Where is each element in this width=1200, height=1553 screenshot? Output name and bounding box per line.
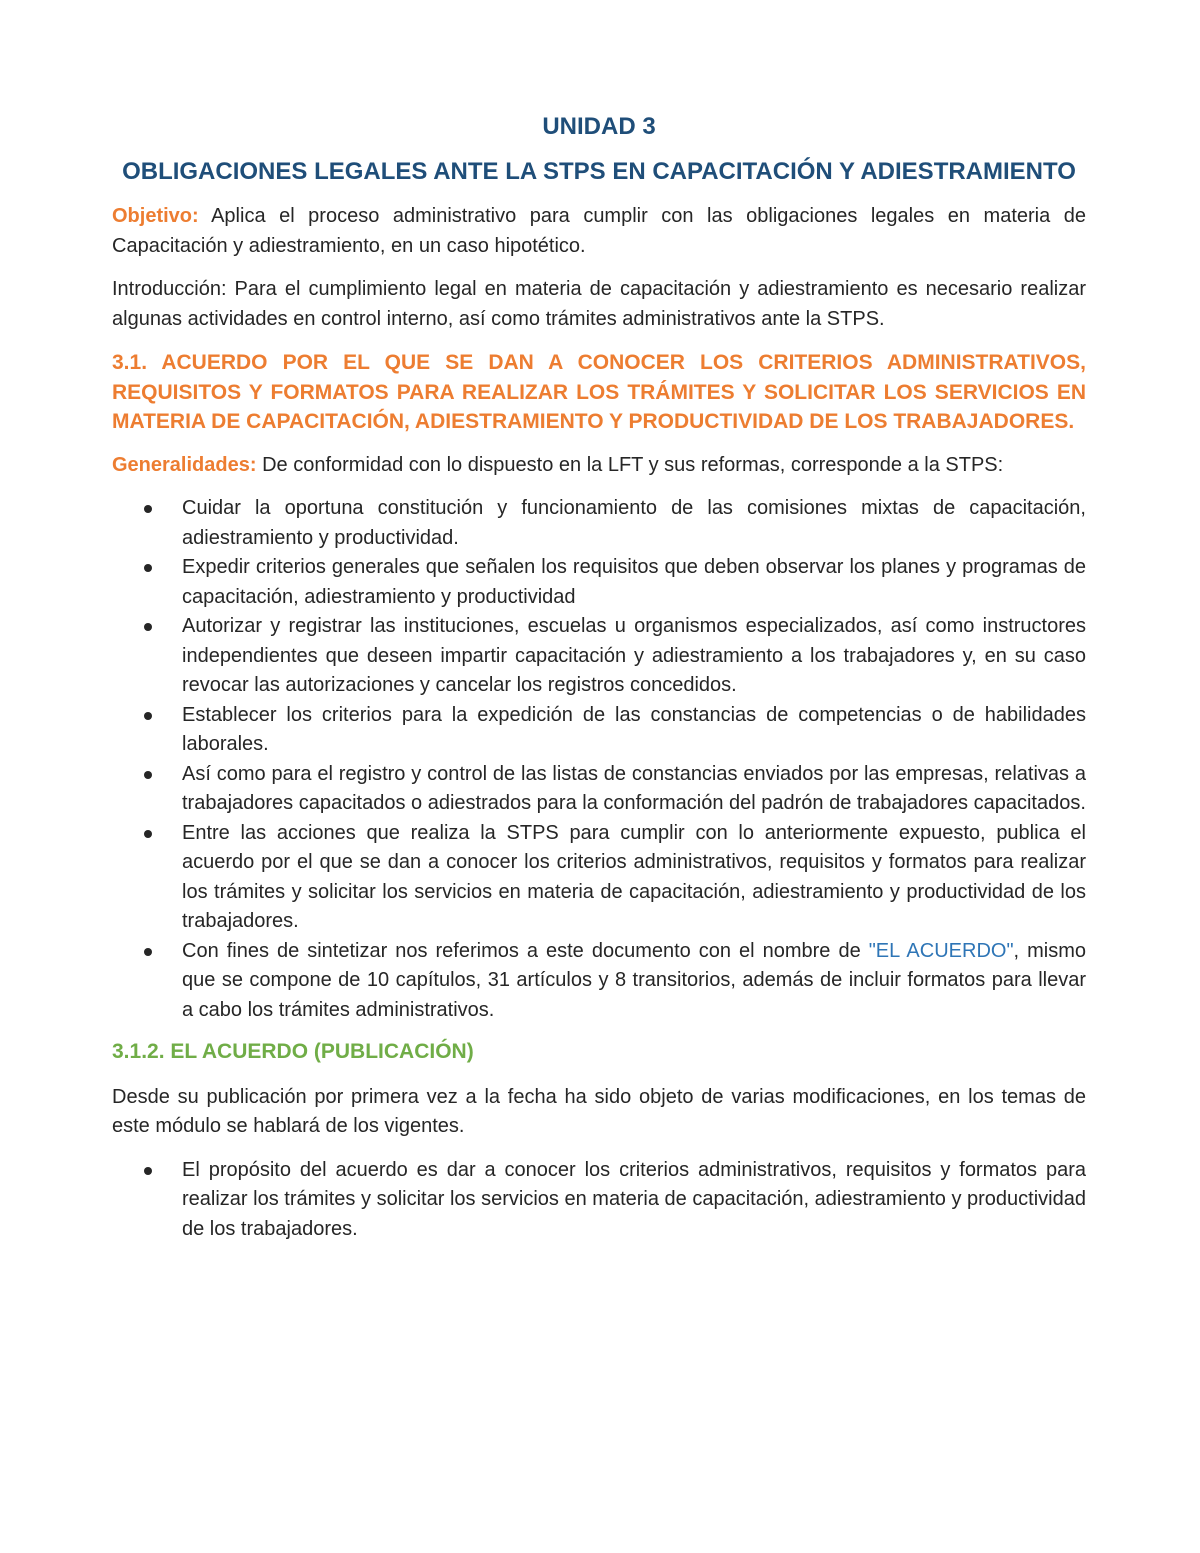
list-item	[112, 553, 1086, 612]
bullet-icon	[144, 948, 152, 956]
list-item-text: El propósito del acuerdo es dar a conocer los criterios administrativos, requisitos y formatos para realizar los trámites y solicitar los servicios en materia de capacitación, adiestramiento y productividad de los trabajadores.	[182, 1158, 1086, 1240]
bullet-icon	[144, 712, 152, 720]
document-page	[112, 112, 1086, 1256]
list-item-text: Autorizar y registrar las instituciones, escuelas u organismos especializados, así como instructores independientes que deseen impartir capacitación y adiestramiento a los trabajadores y, en su caso revocar las autorizaciones y cancelar los registros concedidos.	[182, 615, 1086, 696]
list-item-text-before: Con fines de sintetizar nos referimos a este documento con el nombre de	[182, 939, 869, 962]
list-item-text: Entre las acciones que realiza la STPS para cumplir con lo anteriormente expuesto, publica el acuerdo por el que se dan a conocer los criterios administrativos, requisitos y formatos para realizar los trámites y solicitar los servicios en materia de capacitación, adiestramiento y productividad de los trabajadores.	[182, 821, 1086, 932]
list-item	[112, 701, 1086, 760]
bullet-icon	[144, 623, 152, 631]
generalities-label: Generalidades:	[112, 453, 257, 476]
objective-paragraph	[112, 202, 1086, 261]
generalities-paragraph	[112, 451, 1086, 481]
unit-heading: UNIDAD 3	[542, 113, 656, 140]
list-item	[112, 760, 1086, 819]
list-item-text-after: , mismo que se compone de 10 capítulos, 31 artículos y 8 transitorios, además de incluir formatos para llevar a cabo los trámites administrativos.	[182, 939, 1087, 1021]
bullet-icon	[144, 1167, 152, 1175]
generalities-text: De conformidad con lo dispuesto en la LFT y sus reformas, corresponde a la STPS:	[256, 453, 1004, 476]
list-item	[112, 819, 1086, 937]
el-acuerdo-highlight: "EL ACUERDO"	[868, 939, 1014, 962]
list-item	[112, 494, 1086, 553]
section-3-1-2-heading: 3.1.2. EL ACUERDO (PUBLICACIÓN)	[112, 1040, 474, 1063]
list-item	[112, 612, 1086, 701]
list-item	[112, 937, 1086, 1026]
document-title: OBLIGACIONES LEGALES ANTE LA STPS EN CAPACITACIÓN Y ADIESTRAMIENTO	[122, 158, 1076, 185]
objective-label: Objetivo:	[112, 205, 199, 227]
publication-paragraph: Desde su publicación por primera vez a la fecha ha sido objeto de varias modificaciones, en los temas de este módulo se hablará de los vigentes.	[112, 1085, 1086, 1137]
stps-obligations-list	[112, 494, 1086, 1025]
list-item-text: Expedir criterios generales que señalen los requisitos que deben observar los planes y programas de capacitación, adiestramiento y productividad	[182, 556, 1086, 608]
bullet-icon	[144, 771, 152, 779]
list-item-text: Cuidar la oportuna constitución y funcionamiento de las comisiones mixtas de capacitación, adiestramiento y productividad.	[182, 497, 1086, 549]
objective-text: Aplica el proceso administrativo para cumplir con las obligaciones legales en materia de Capacitación y adiestramiento, en un caso hipotético.	[112, 205, 1086, 257]
list-item-text: Establecer los criterios para la expedición de las constancias de competencias o de habilidades laborales.	[182, 703, 1086, 755]
bullet-icon	[144, 505, 152, 513]
bullet-icon	[144, 830, 152, 838]
publication-list	[112, 1156, 1086, 1245]
bullet-icon	[144, 564, 152, 572]
section-3-1-heading: 3.1. ACUERDO POR EL QUE SE DAN A CONOCER LOS CRITERIOS ADMINISTRATIVOS, REQUISITOS Y FORMATOS PARA REALIZAR LOS TRÁMITES Y SOLICITAR LOS SERVICIOS EN MATERIA DE CAPACITACIÓN, ADIESTRAMIENTO Y PRODUCTIVIDAD DE LOS TRABAJADORES.	[112, 351, 1086, 433]
introduction-paragraph: Introducción: Para el cumplimiento legal en materia de capacitación y adiestramiento es necesario realizar algunas actividades en control interno, así como trámites administrativos ante la STPS.	[112, 278, 1086, 330]
list-item	[112, 1156, 1086, 1245]
list-item-text: Así como para el registro y control de las listas de constancias enviados por las empresas, relativas a trabajadores capacitados o adiestrados para la conformación del padrón de trabajadores capacitados.	[182, 762, 1086, 814]
